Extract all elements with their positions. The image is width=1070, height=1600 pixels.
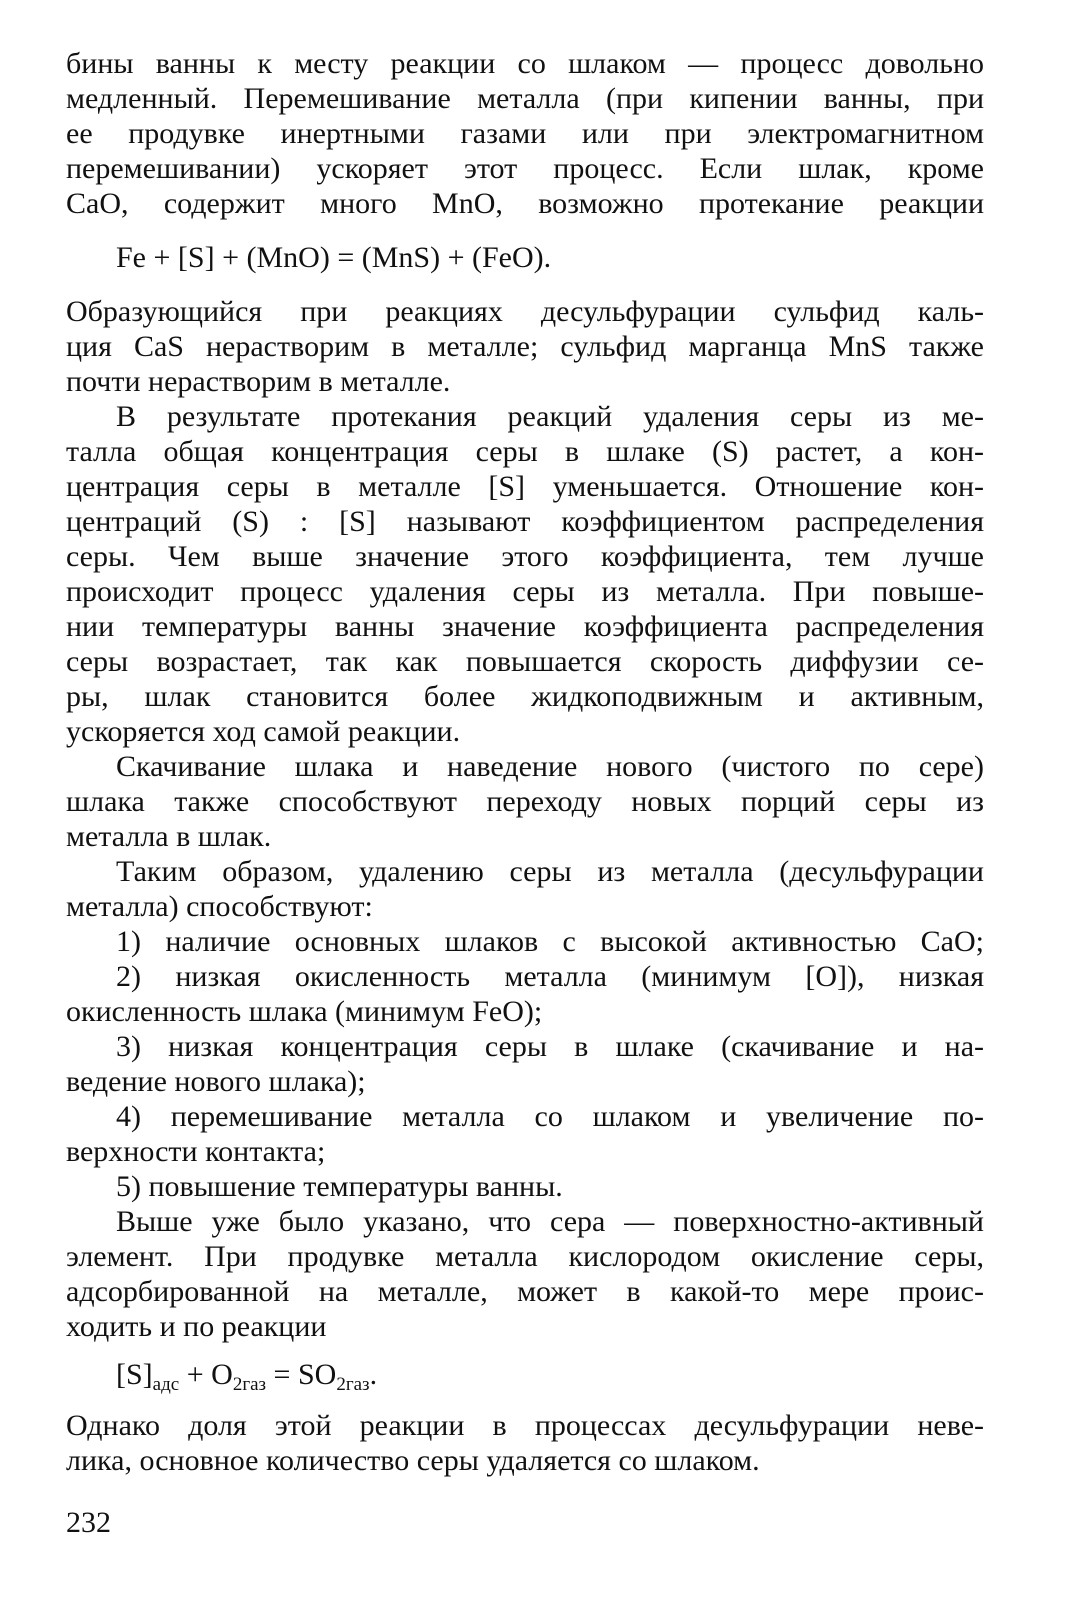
text-line: нии температуры ванны значение коэффициента распределения — [66, 610, 984, 643]
text-line: CaO, содержит много MnO, возможно протекание реакции — [66, 187, 984, 220]
text-line: лика, основное количество серы удаляется со шлаком. — [66, 1444, 760, 1477]
text-line: ведение нового шлака); — [66, 1065, 366, 1098]
formula-subscript: 2газ — [336, 1374, 370, 1395]
formula-part: [S] — [116, 1358, 153, 1391]
page-number: 232 — [66, 1506, 111, 1539]
text-line: Однако доля этой реакции в процессах десульфурации неве- — [66, 1409, 984, 1442]
text-line: Выше уже было указано, что сера — поверхностно-активный — [116, 1205, 984, 1238]
reaction-formula-so2 — [116, 1357, 378, 1395]
text-line: металла в шлак. — [66, 820, 272, 853]
formula-subscript: 2газ — [232, 1374, 267, 1395]
text-line: ция CaS нерастворим в металле; сульфид марганца MnS также — [66, 330, 984, 363]
text-line: медленный. Перемешивание металла (при кипении ванны, при — [66, 82, 984, 115]
text-line: перемешивании) ускоряет этот процесс. Если шлак, кроме — [66, 152, 984, 185]
text-line: серы возрастает, так как повышается скорость диффузии се- — [66, 645, 984, 678]
list-item: 3) низкая концентрация серы в шлаке (скачивание и на- — [116, 1030, 984, 1063]
list-item: 2) низкая окисленность металла (минимум [O]), низкая — [116, 960, 984, 993]
text-line: центрация серы в металле [S] уменьшается. Отношение кон- — [66, 470, 984, 503]
text-line: почти нерастворим в металле. — [66, 365, 451, 398]
formula-subscript: адс — [152, 1374, 180, 1395]
formula-part: + O — [179, 1358, 233, 1391]
text-line: ры, шлак становится более жидкоподвижным и активным, — [66, 680, 984, 713]
list-item: 5) повышение температуры ванны. — [116, 1170, 563, 1203]
text-line: происходит процесс удаления серы из металла. При повыше- — [66, 575, 984, 608]
formula-part: = SO — [266, 1358, 337, 1391]
formula-part: . — [369, 1358, 378, 1391]
text-line: талла общая концентрация серы в шлаке (S) растет, а кон- — [66, 435, 984, 468]
text-line: бины ванны к месту реакции со шлаком — процесс довольно — [66, 47, 984, 80]
text-line: В результате протекания реакций удаления серы из ме- — [116, 400, 984, 433]
text-line: ее продувке инертными газами или при электромагнитном — [66, 117, 984, 150]
text-line: Скачивание шлака и наведение нового (чистого по сере) — [116, 750, 984, 783]
text-line: ходить и по реакции — [66, 1310, 327, 1343]
text-line: Образующийся при реакциях десульфурации сульфид каль- — [66, 295, 984, 328]
text-line: элемент. При продувке металла кислородом окисление серы, — [66, 1240, 984, 1273]
text-line: центраций (S) : [S] называют коэффициентом распределения — [66, 505, 984, 538]
text-line: Таким образом, удалению серы из металла (десульфурации — [116, 855, 984, 888]
text-line: шлака также способствуют переходу новых порций серы из — [66, 785, 984, 818]
text-line: серы. Чем выше значение этого коэффициента, тем лучше — [66, 540, 984, 573]
text-line: ускоряется ход самой реакции. — [66, 715, 461, 748]
text-line: адсорбированной на металле, может в какой-то мере проис- — [66, 1275, 984, 1308]
list-item: 1) наличие основных шлаков с высокой активностью CaO; — [116, 925, 984, 958]
text-line: верхности контакта; — [66, 1135, 326, 1168]
reaction-formula-mno: Fe + [S] + (MnO) = (MnS) + (FeO). — [116, 241, 552, 274]
list-item: 4) перемешивание металла со шлаком и увеличение по- — [116, 1100, 984, 1133]
text-line: окисленность шлака (минимум FeO); — [66, 995, 543, 1028]
text-line: металла) способствуют: — [66, 890, 373, 923]
